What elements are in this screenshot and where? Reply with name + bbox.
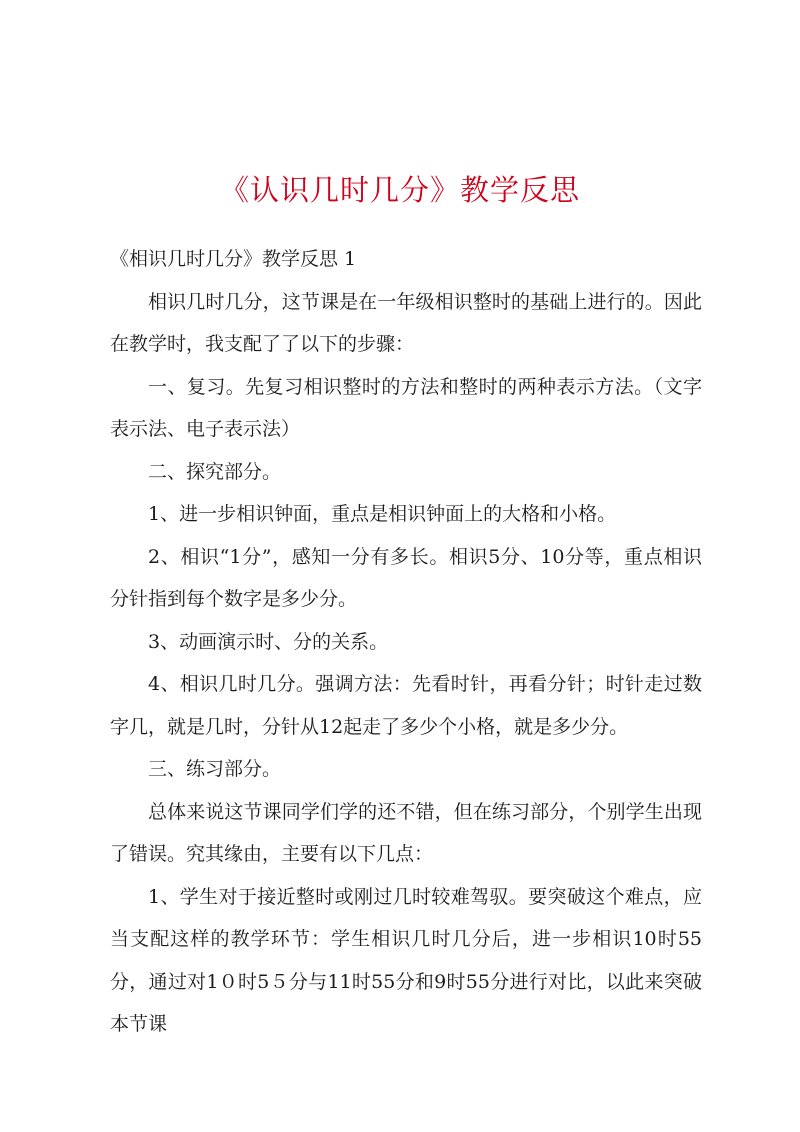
paragraph-review: 一、复习。先复习相识整时的方法和整时的两种表示方法。（文字表示法、电子表示法）	[110, 375, 702, 440]
paragraph-summary: 总体来说这节课同学们学的还不错，但在练习部分，个别学生出现了错误。究其缘由，主要有以下几点：	[110, 800, 702, 865]
document-title: 《认识几时几分》教学反思	[219, 173, 580, 207]
paragraph-step-4: 4、相识几时几分。强调方法：先看时针，再看分针；时针走过数字几，就是几时，分针从12起走了多少个小格，就是多少分。	[110, 673, 702, 738]
paragraph-explore-heading: 二、探究部分。	[148, 460, 282, 483]
paragraph-step-1: 1、进一步相识钟面，重点是相识钟面上的大格和小格。	[148, 503, 617, 525]
paragraph-reason-1: 1、学生对于接近整时或刚过几时较难驾驭。要突破这个难点，应当支配这样的教学环节：学生相识几时几分后，进一步相识10时55分，通过对1０时5５分与11时55分和9时55分进行对比，以此来突破本节课	[110, 885, 702, 1035]
section-heading: 《相识几时几分》教学反思 1	[110, 248, 357, 270]
paragraph-intro: 相识几时几分，这节课是在一年级相识整时的基础上进行的。因此在教学时，我支配了了以下的步骤：	[110, 290, 702, 355]
document-body	[110, 238, 702, 1046]
paragraph-step-3: 3、动画演示时、分的关系。	[148, 630, 389, 653]
paragraph-step-2: 2、相识“1分”，感知一分有多长。相识5分、10分等，重点相识分针指到每个数字是多少分。	[110, 545, 702, 610]
paragraph-practice-heading: 三、练习部分。	[148, 758, 282, 780]
